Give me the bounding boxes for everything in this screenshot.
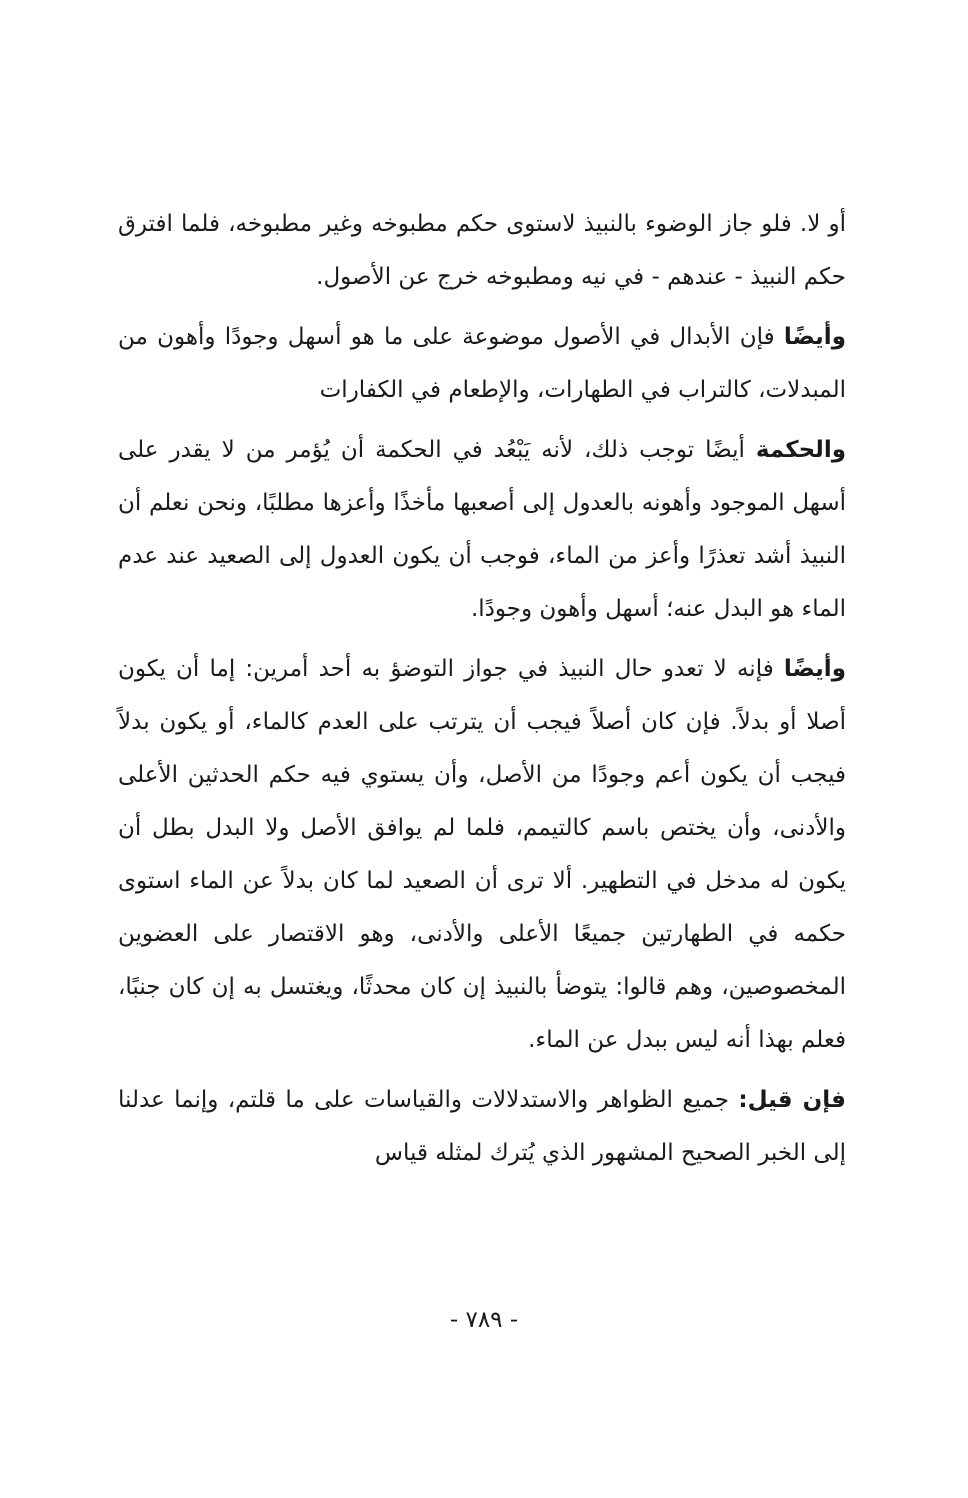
paragraph-2 — [118, 311, 846, 417]
paragraph-4-lead: وأيضًا — [783, 656, 846, 682]
paragraph-2-text: فإن الأبدال في الأصول موضوعة على ما هو أسهل وجودًا وأهون من المبدلات، كالتراب في الطهارات، والإطعام في الكفارات — [118, 324, 846, 403]
paragraph-2-lead: وأيضًا — [783, 324, 846, 350]
paragraph-5-lead: فإن قيل: — [738, 1087, 846, 1113]
page-number: - ٧٨٩ - — [449, 1307, 519, 1333]
paragraph-3 — [118, 424, 846, 636]
paragraph-3-lead: والحكمة — [755, 437, 846, 463]
paragraph-4-text: فإنه لا تعدو حال النبيذ في جواز التوضؤ به أحد أمرين: إما أن يكون أصلا أو بدلاً. فإن كان أصلاً فيجب أن يترتب على العدم كالماء، أو يكون بدلاً فيجب أن يكون أعم وجودًا من الأصل، وأن يستوي فيه حكم الحدثين الأعلى والأدنى، وأن يختص باسم كالتيمم، فلما لم يوافق الأصل ولا البدل بطل أن يكون له مدخل في التطهير. ألا ترى أن الصعيد لما كان بدلاً عن الماء استوى حكمه في الطهارتين جميعًا الأعلى والأدنى، وهو الاقتصار على العضوين المخصوصين، وهم قالوا: يتوضأ بالنبيذ إن كان محدثًا، ويغتسل به إن كان جنبًا، فعلم بهذا أنه ليس ببدل عن الماء. — [118, 656, 846, 1053]
paragraph-3-text: أيضًا توجب ذلك، لأنه يَبْعُد في الحكمة أن يُؤمر من لا يقدر على أسهل الموجود وأهونه بالعدول إلى أصعبها مأخذًا وأعزها مطلبًا، ونحن نعلم أن النبيذ أشد تعذرًا وأعز من الماء، فوجب أن يكون العدول إلى الصعيد عند عدم الماء هو البدل عنه؛ أسهل وأهون وجودًا. — [118, 437, 846, 622]
paragraph-5-text: جميع الظواهر والاستدلالات والقياسات على ما قلتم، وإنما عدلنا إلى الخبر الصحيح المشهور الذي يُترك لمثله قياس — [118, 1087, 846, 1166]
paragraph-1-text: أو لا. فلو جاز الوضوء بالنبيذ لاستوى حكم مطبوخه وغير مطبوخه، فلما افترق حكم النبيذ - عندهم - في نيه ومطبوخه خرج عن الأصول. — [118, 211, 846, 290]
paragraph-5 — [118, 1074, 846, 1180]
body-text — [118, 198, 846, 1187]
paragraph-1 — [118, 198, 846, 304]
paragraph-4 — [118, 643, 846, 1067]
